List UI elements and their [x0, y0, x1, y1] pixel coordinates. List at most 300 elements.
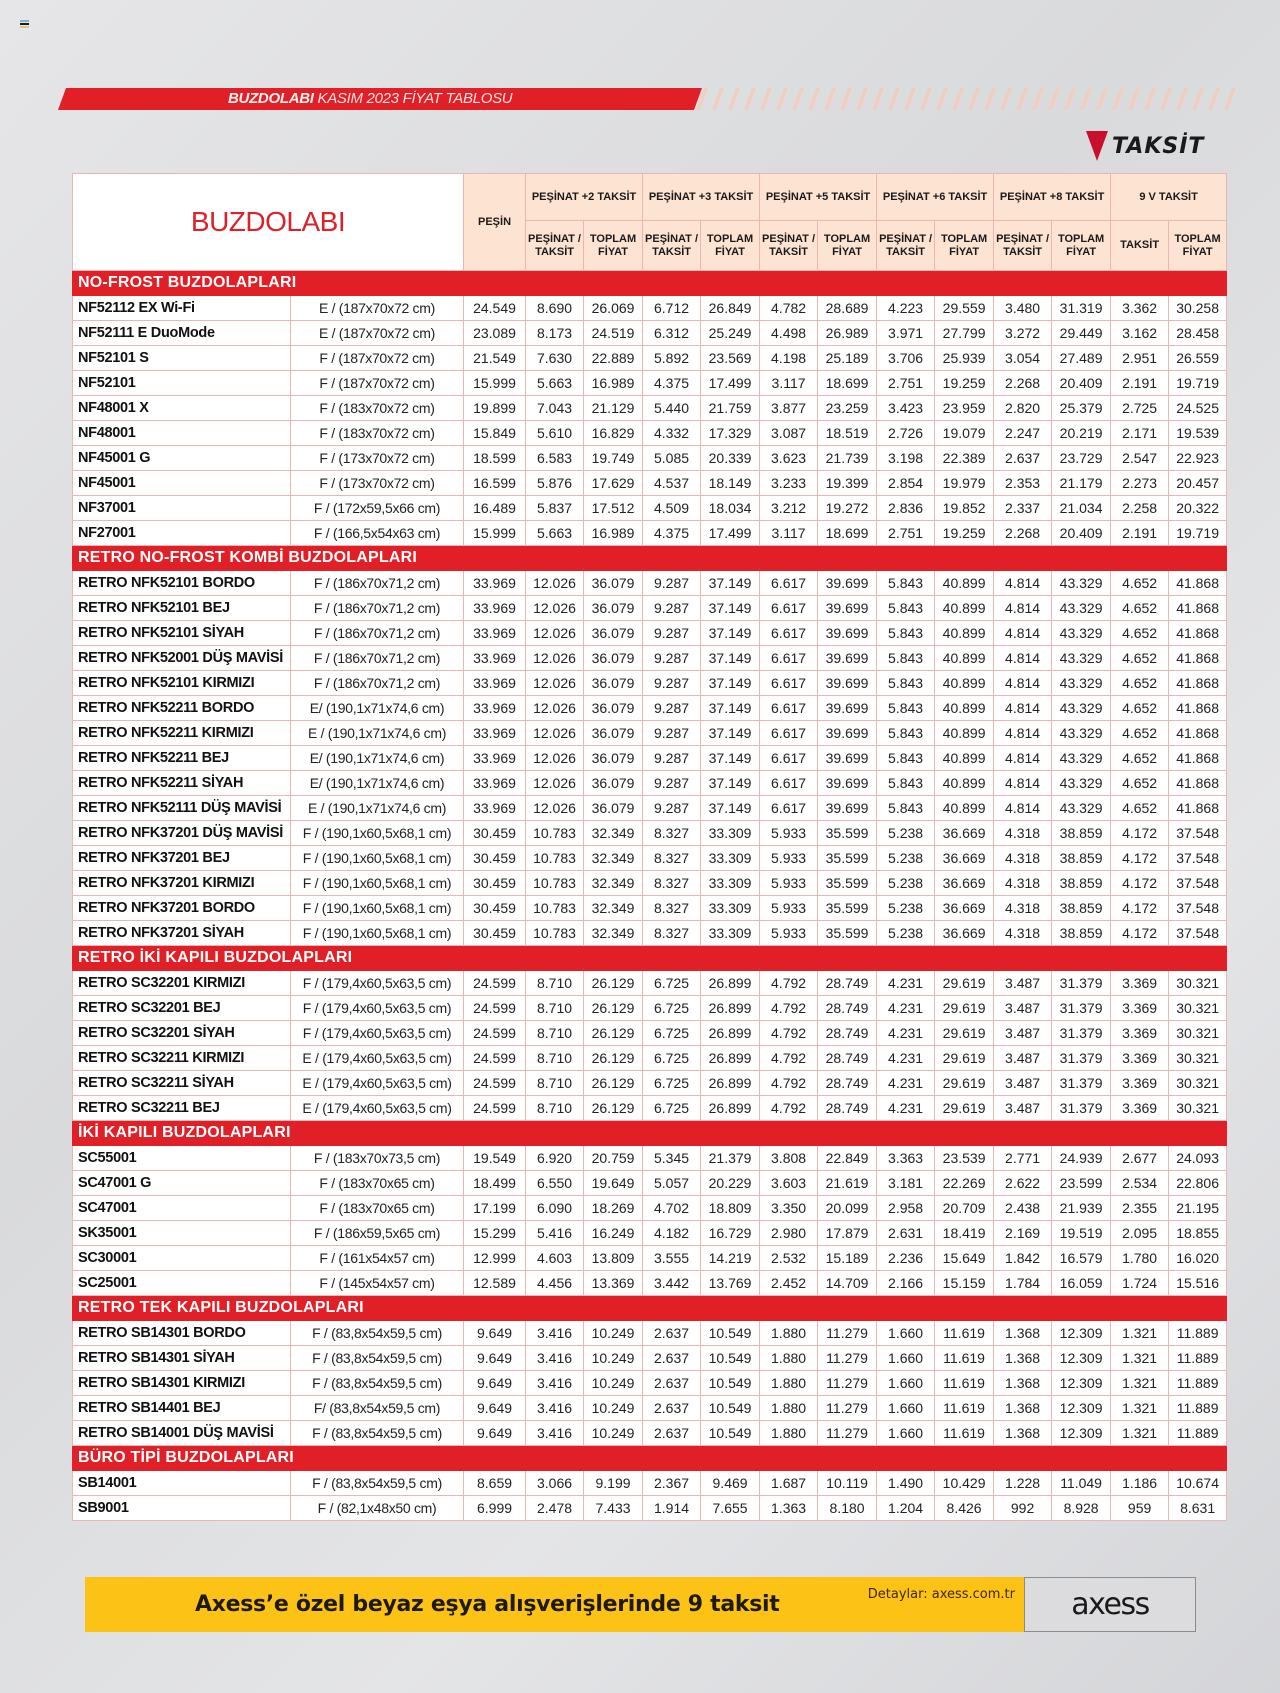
price-pesin: 24.599: [464, 1046, 526, 1071]
price-cell: 20.759: [584, 1146, 643, 1171]
subheader-taksit: TAKSİT: [1111, 221, 1169, 271]
price-cell: 32.349: [584, 846, 643, 871]
model-name: RETRO NFK52211 KIRMIZI: [73, 721, 291, 746]
model-name: SC47001 G: [73, 1171, 291, 1196]
price-cell: 11.279: [818, 1371, 877, 1396]
price-cell: 6.583: [526, 446, 584, 471]
price-cell: 30.321: [1169, 1046, 1227, 1071]
energy-dimensions: E/ (190,1x71x74,6 cm): [291, 771, 464, 796]
price-cell: 36.079: [584, 771, 643, 796]
price-cell: 3.212: [760, 496, 818, 521]
axess-logo-text: axess: [1071, 1587, 1149, 1622]
model-name: NF27001: [73, 521, 291, 546]
price-pesin: 24.549: [464, 296, 526, 321]
price-cell: 3.066: [526, 1471, 584, 1496]
price-pesin: 24.599: [464, 996, 526, 1021]
price-cell: 32.349: [584, 896, 643, 921]
price-cell: 12.309: [1052, 1371, 1111, 1396]
price-cell: 3.369: [1111, 1046, 1169, 1071]
price-cell: 4.498: [760, 321, 818, 346]
price-cell: 39.699: [818, 771, 877, 796]
price-cell: 1.880: [760, 1371, 818, 1396]
price-cell: 9.287: [643, 596, 701, 621]
energy-dimensions: F / (183x70x65 cm): [291, 1196, 464, 1221]
price-cell: 25.939: [935, 346, 994, 371]
price-cell: 41.868: [1169, 571, 1227, 596]
price-cell: 4.814: [994, 796, 1052, 821]
price-cell: 10.119: [818, 1471, 877, 1496]
table-row: [73, 646, 1227, 671]
price-cell: 5.876: [526, 471, 584, 496]
price-cell: 12.026: [526, 671, 584, 696]
price-cell: 5.663: [526, 371, 584, 396]
price-cell: 10.429: [935, 1471, 994, 1496]
axess-logo: [1024, 1577, 1196, 1632]
energy-dimensions: F / (173x70x72 cm): [291, 446, 464, 471]
price-cell: 23.599: [1052, 1171, 1111, 1196]
price-cell: 4.814: [994, 571, 1052, 596]
price-cell: 8.710: [526, 971, 584, 996]
stripe: [1064, 88, 1076, 110]
section-header-row: [73, 271, 1227, 296]
price-cell: 9.287: [643, 671, 701, 696]
price-cell: 4.456: [526, 1271, 584, 1296]
price-cell: 16.989: [584, 521, 643, 546]
price-cell: 10.549: [701, 1371, 760, 1396]
price-cell: 1.724: [1111, 1271, 1169, 1296]
price-cell: 13.769: [701, 1271, 760, 1296]
price-cell: 9.287: [643, 771, 701, 796]
model-name: NF48001 X: [73, 396, 291, 421]
price-cell: 3.487: [994, 971, 1052, 996]
price-cell: 39.699: [818, 746, 877, 771]
price-cell: 4.652: [1111, 596, 1169, 621]
price-cell: 28.749: [818, 1071, 877, 1096]
stripe: [1112, 88, 1124, 110]
price-cell: 3.162: [1111, 321, 1169, 346]
price-cell: 12.309: [1052, 1346, 1111, 1371]
table-row: [73, 1371, 1227, 1396]
price-cell: 4.792: [760, 1071, 818, 1096]
price-cell: 31.379: [1052, 971, 1111, 996]
price-cell: 35.599: [818, 821, 877, 846]
price-cell: 3.233: [760, 471, 818, 496]
price-cell: 37.149: [701, 796, 760, 821]
price-cell: 28.689: [818, 296, 877, 321]
price-cell: 11.619: [935, 1321, 994, 1346]
price-cell: 3.487: [994, 1021, 1052, 1046]
price-cell: 18.809: [701, 1196, 760, 1221]
price-cell: 5.843: [877, 746, 935, 771]
price-cell: 1.880: [760, 1396, 818, 1421]
price-cell: 2.268: [994, 371, 1052, 396]
price-cell: 26.899: [701, 1071, 760, 1096]
price-cell: 26.899: [701, 1021, 760, 1046]
price-cell: 4.318: [994, 846, 1052, 871]
price-cell: 4.172: [1111, 921, 1169, 946]
price-cell: 6.312: [643, 321, 701, 346]
section-header-row: [73, 1446, 1227, 1471]
price-cell: 12.309: [1052, 1396, 1111, 1421]
table-row: [73, 721, 1227, 746]
price-cell: 6.617: [760, 671, 818, 696]
price-cell: 41.868: [1169, 596, 1227, 621]
price-cell: 8.631: [1169, 1496, 1227, 1521]
price-cell: 3.350: [760, 1196, 818, 1221]
price-cell: 8.327: [643, 871, 701, 896]
price-cell: 6.725: [643, 1046, 701, 1071]
price-cell: 1.368: [994, 1396, 1052, 1421]
price-cell: 9.287: [643, 571, 701, 596]
price-cell: 12.026: [526, 746, 584, 771]
price-cell: 18.149: [701, 471, 760, 496]
price-pesin: 24.599: [464, 1096, 526, 1121]
price-cell: 9.287: [643, 796, 701, 821]
price-cell: 2.353: [994, 471, 1052, 496]
price-cell: 38.859: [1052, 821, 1111, 846]
price-cell: 39.699: [818, 671, 877, 696]
model-name: NF48001: [73, 421, 291, 446]
price-cell: 8.327: [643, 821, 701, 846]
model-name: RETRO SB14001 DÜŞ MAVİSİ: [73, 1421, 291, 1446]
price-cell: 6.617: [760, 596, 818, 621]
price-cell: 4.537: [643, 471, 701, 496]
price-cell: 40.899: [935, 746, 994, 771]
vtaksit-logo: [1086, 130, 1204, 162]
price-cell: 2.980: [760, 1221, 818, 1246]
price-cell: 5.843: [877, 646, 935, 671]
stripe: [776, 88, 788, 110]
model-name: RETRO NFK52211 BEJ: [73, 746, 291, 771]
price-cell: 4.231: [877, 971, 935, 996]
promo-details-link[interactable]: Detaylar: axess.com.tr: [867, 1587, 1015, 1602]
table-row: [73, 996, 1227, 1021]
price-cell: 5.345: [643, 1146, 701, 1171]
energy-dimensions: F / (190,1x60,5x68,1 cm): [291, 821, 464, 846]
price-pesin: 33.969: [464, 646, 526, 671]
table-row: [73, 871, 1227, 896]
price-cell: 10.783: [526, 846, 584, 871]
price-cell: 2.355: [1111, 1196, 1169, 1221]
energy-dimensions: F / (172x59,5x66 cm): [291, 496, 464, 521]
stripe: [728, 88, 740, 110]
energy-dimensions: F / (187x70x72 cm): [291, 371, 464, 396]
price-cell: 1.660: [877, 1371, 935, 1396]
price-cell: 40.899: [935, 646, 994, 671]
price-pesin: 15.999: [464, 521, 526, 546]
price-cell: 35.599: [818, 921, 877, 946]
price-cell: 3.877: [760, 396, 818, 421]
price-cell: 7.655: [701, 1496, 760, 1521]
header-group: PEŞİNAT +3 TAKSİT: [643, 174, 760, 221]
subheader-pesinat-taksit: PEŞİNAT / TAKSİT: [643, 221, 701, 271]
price-cell: 37.149: [701, 696, 760, 721]
price-cell: 4.231: [877, 996, 935, 1021]
price-cell: 11.279: [818, 1346, 877, 1371]
price-pesin: 9.649: [464, 1396, 526, 1421]
price-cell: 7.630: [526, 346, 584, 371]
stripe: [824, 88, 836, 110]
price-cell: 4.702: [643, 1196, 701, 1221]
price-cell: 21.034: [1052, 496, 1111, 521]
price-cell: 36.079: [584, 646, 643, 671]
price-pesin: 33.969: [464, 796, 526, 821]
price-cell: 3.369: [1111, 1096, 1169, 1121]
price-cell: 26.129: [584, 1096, 643, 1121]
price-cell: 5.238: [877, 846, 935, 871]
stripe: [1032, 88, 1044, 110]
price-cell: 36.669: [935, 846, 994, 871]
page-title-bold: BUZDOLABI: [228, 90, 314, 107]
price-cell: 29.619: [935, 1046, 994, 1071]
price-pesin: 30.459: [464, 896, 526, 921]
price-cell: 1.660: [877, 1421, 935, 1446]
price-cell: 4.814: [994, 646, 1052, 671]
price-cell: 26.129: [584, 1021, 643, 1046]
price-cell: 1.321: [1111, 1396, 1169, 1421]
model-name: RETRO NFK52211 BORDO: [73, 696, 291, 721]
table-row: [73, 796, 1227, 821]
price-cell: 5.933: [760, 846, 818, 871]
price-cell: 39.699: [818, 646, 877, 671]
stripe: [872, 88, 884, 110]
price-cell: 4.792: [760, 996, 818, 1021]
price-cell: 15.189: [818, 1246, 877, 1271]
price-pesin: 18.599: [464, 446, 526, 471]
promo-banner: [85, 1577, 1025, 1632]
price-cell: 14.219: [701, 1246, 760, 1271]
price-cell: 2.258: [1111, 496, 1169, 521]
stripe: [1224, 88, 1236, 110]
price-cell: 3.555: [643, 1246, 701, 1271]
stripe: [1144, 88, 1156, 110]
table-row: [73, 1171, 1227, 1196]
price-cell: 36.669: [935, 821, 994, 846]
energy-dimensions: F / (186x70x71,2 cm): [291, 646, 464, 671]
subheader-pesinat-taksit: PEŞİNAT / TAKSİT: [994, 221, 1052, 271]
price-cell: 17.629: [584, 471, 643, 496]
price-cell: 15.516: [1169, 1271, 1227, 1296]
price-cell: 10.674: [1169, 1471, 1227, 1496]
model-name: RETRO SC32201 BEJ: [73, 996, 291, 1021]
price-cell: 36.079: [584, 721, 643, 746]
model-name: RETRO NFK52101 BORDO: [73, 571, 291, 596]
price-pesin: 9.649: [464, 1371, 526, 1396]
price-cell: 1.687: [760, 1471, 818, 1496]
price-cell: 9.469: [701, 1471, 760, 1496]
price-cell: 28.749: [818, 1021, 877, 1046]
energy-dimensions: F / (179,4x60,5x63,5 cm): [291, 996, 464, 1021]
energy-dimensions: F / (145x54x57 cm): [291, 1271, 464, 1296]
price-cell: 29.449: [1052, 321, 1111, 346]
price-cell: 4.652: [1111, 771, 1169, 796]
price-cell: 21.739: [818, 446, 877, 471]
price-cell: 20.339: [701, 446, 760, 471]
price-cell: 43.329: [1052, 721, 1111, 746]
price-cell: 22.389: [935, 446, 994, 471]
price-cell: 26.129: [584, 996, 643, 1021]
price-cell: 19.079: [935, 421, 994, 446]
price-cell: 30.321: [1169, 1096, 1227, 1121]
header-group: PEŞİNAT +6 TAKSİT: [877, 174, 994, 221]
table-row: [73, 821, 1227, 846]
price-cell: 9.287: [643, 621, 701, 646]
price-cell: 21.379: [701, 1146, 760, 1171]
price-cell: 2.820: [994, 396, 1052, 421]
price-cell: 40.899: [935, 721, 994, 746]
price-cell: 28.749: [818, 1046, 877, 1071]
stripe: [760, 88, 772, 110]
price-pesin: 33.969: [464, 571, 526, 596]
price-pesin: 33.969: [464, 671, 526, 696]
table-row: [73, 471, 1227, 496]
table-row: [73, 496, 1227, 521]
price-cell: 4.814: [994, 671, 1052, 696]
price-cell: 5.085: [643, 446, 701, 471]
price-cell: 36.079: [584, 596, 643, 621]
price-pesin: 24.599: [464, 1021, 526, 1046]
price-cell: 9.287: [643, 721, 701, 746]
stripe: [840, 88, 852, 110]
price-cell: 10.549: [701, 1396, 760, 1421]
price-cell: 23.259: [818, 396, 877, 421]
price-cell: 29.619: [935, 971, 994, 996]
price-cell: 4.318: [994, 896, 1052, 921]
table-row: [73, 521, 1227, 546]
energy-dimensions: E / (179,4x60,5x63,5 cm): [291, 1071, 464, 1096]
price-cell: 29.619: [935, 1021, 994, 1046]
price-cell: 3.480: [994, 296, 1052, 321]
stripe: [984, 88, 996, 110]
price-cell: 8.690: [526, 296, 584, 321]
price-cell: 29.619: [935, 1096, 994, 1121]
table-row: [73, 1271, 1227, 1296]
price-cell: 2.169: [994, 1221, 1052, 1246]
table-row: [73, 1496, 1227, 1521]
price-cell: 4.172: [1111, 821, 1169, 846]
model-name: SC47001: [73, 1196, 291, 1221]
price-cell: 30.258: [1169, 296, 1227, 321]
price-cell: 40.899: [935, 621, 994, 646]
table-row: [73, 1246, 1227, 1271]
price-cell: 20.322: [1169, 496, 1227, 521]
price-cell: 4.375: [643, 371, 701, 396]
price-cell: 11.619: [935, 1371, 994, 1396]
price-cell: 21.195: [1169, 1196, 1227, 1221]
table-row: [73, 1221, 1227, 1246]
price-cell: 2.726: [877, 421, 935, 446]
model-name: RETRO SC32211 SİYAH: [73, 1071, 291, 1096]
price-cell: 20.409: [1052, 521, 1111, 546]
price-cell: 9.287: [643, 696, 701, 721]
table-row: [73, 671, 1227, 696]
price-cell: 6.920: [526, 1146, 584, 1171]
price-cell: 3.416: [526, 1321, 584, 1346]
price-cell: 31.379: [1052, 1096, 1111, 1121]
price-cell: 12.309: [1052, 1321, 1111, 1346]
price-cell: 4.223: [877, 296, 935, 321]
price-cell: 20.099: [818, 1196, 877, 1221]
price-cell: 28.458: [1169, 321, 1227, 346]
price-cell: 9.199: [584, 1471, 643, 1496]
price-cell: 11.889: [1169, 1346, 1227, 1371]
price-cell: 12.026: [526, 696, 584, 721]
price-cell: 22.889: [584, 346, 643, 371]
price-cell: 19.399: [818, 471, 877, 496]
model-name: SB14001: [73, 1471, 291, 1496]
price-cell: 43.329: [1052, 696, 1111, 721]
price-pesin: 33.969: [464, 721, 526, 746]
price-cell: 4.231: [877, 1096, 935, 1121]
page-title-rest: KASIM 2023 FİYAT TABLOSU: [317, 90, 513, 107]
vtaksit-logo-text: TAKSİT: [1112, 133, 1205, 159]
price-cell: 8.928: [1052, 1496, 1111, 1521]
price-cell: 39.699: [818, 596, 877, 621]
stripe: [920, 88, 932, 110]
price-cell: 2.478: [526, 1496, 584, 1521]
price-table-body: [73, 271, 1227, 1521]
price-cell: 3.416: [526, 1396, 584, 1421]
price-cell: 3.369: [1111, 996, 1169, 1021]
price-cell: 2.534: [1111, 1171, 1169, 1196]
table-row: [73, 1421, 1227, 1446]
table-row: [73, 1196, 1227, 1221]
price-cell: 25.379: [1052, 396, 1111, 421]
energy-dimensions: F / (83,8x54x59,5 cm): [291, 1371, 464, 1396]
table-row: [73, 1471, 1227, 1496]
price-pesin: 15.299: [464, 1221, 526, 1246]
energy-dimensions: F / (186x70x71,2 cm): [291, 621, 464, 646]
energy-dimensions: F / (190,1x60,5x68,1 cm): [291, 896, 464, 921]
price-cell: 4.652: [1111, 671, 1169, 696]
price-cell: 5.843: [877, 796, 935, 821]
price-cell: 10.249: [584, 1371, 643, 1396]
table-row: [73, 696, 1227, 721]
energy-dimensions: F / (190,1x60,5x68,1 cm): [291, 846, 464, 871]
model-name: NF52101 S: [73, 346, 291, 371]
v-logo-icon: [1086, 131, 1108, 161]
price-pesin: 12.589: [464, 1271, 526, 1296]
price-cell: 1.660: [877, 1396, 935, 1421]
price-cell: 4.652: [1111, 571, 1169, 596]
price-cell: 32.349: [584, 921, 643, 946]
price-cell: 19.749: [584, 446, 643, 471]
table-row: [73, 1346, 1227, 1371]
price-cell: 38.859: [1052, 921, 1111, 946]
price-cell: 35.599: [818, 896, 877, 921]
price-cell: 37.149: [701, 746, 760, 771]
price-cell: 1.914: [643, 1496, 701, 1521]
energy-dimensions: F / (183x70x72 cm): [291, 396, 464, 421]
energy-dimensions: E / (179,4x60,5x63,5 cm): [291, 1096, 464, 1121]
price-cell: 2.273: [1111, 471, 1169, 496]
price-cell: 37.548: [1169, 896, 1227, 921]
price-cell: 4.172: [1111, 846, 1169, 871]
price-cell: 12.026: [526, 571, 584, 596]
price-cell: 16.059: [1052, 1271, 1111, 1296]
subheader-toplam-fiyat: TOPLAM FİYAT: [818, 221, 877, 271]
stripe: [1096, 88, 1108, 110]
price-cell: 19.272: [818, 496, 877, 521]
price-cell: 10.783: [526, 821, 584, 846]
price-cell: 3.117: [760, 371, 818, 396]
price-cell: 23.959: [935, 396, 994, 421]
energy-dimensions: F / (183x70x72 cm): [291, 421, 464, 446]
energy-dimensions: F / (83,8x54x59,5 cm): [291, 1346, 464, 1371]
model-name: SC30001: [73, 1246, 291, 1271]
price-cell: 11.619: [935, 1346, 994, 1371]
price-cell: 22.923: [1169, 446, 1227, 471]
